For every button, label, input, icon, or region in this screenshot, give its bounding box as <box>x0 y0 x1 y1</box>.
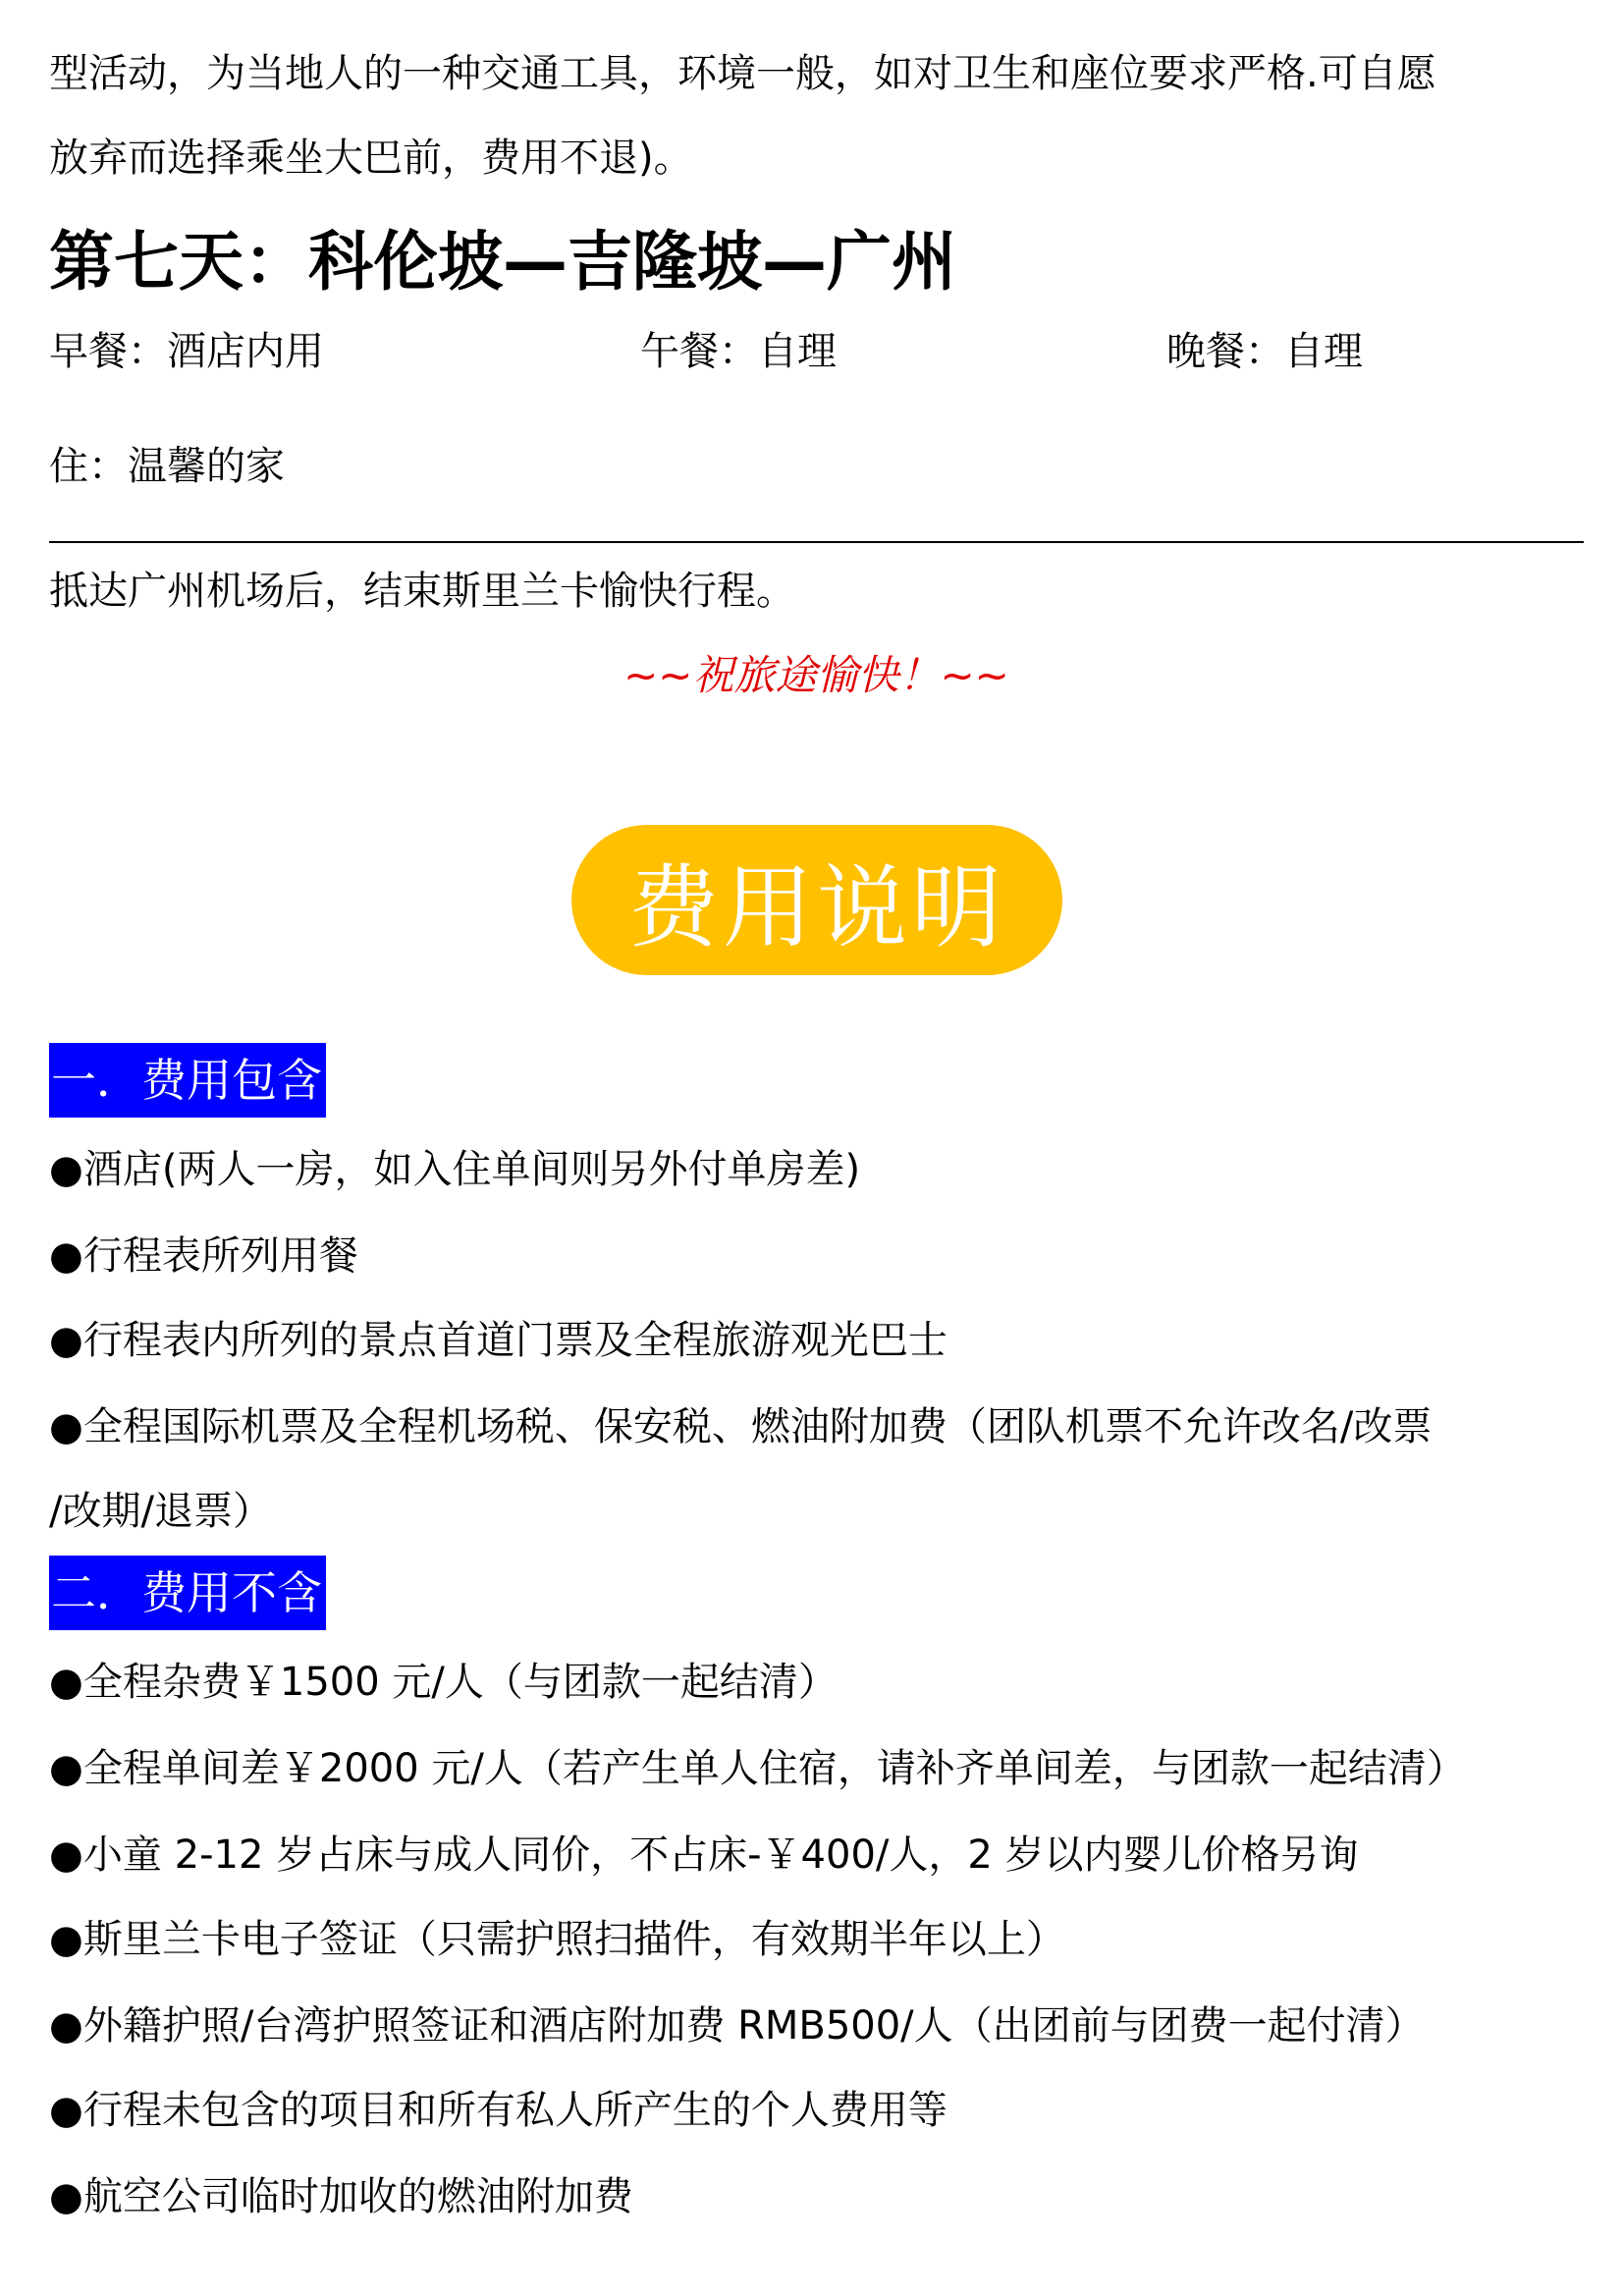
fee-description-banner-label: 费用说明 <box>627 854 1005 960</box>
excluded-item-child-price: ●小童 2-12 岁占床与成人同价，不占床-￥400/人，2 岁以内婴儿价格另询 <box>49 1832 1359 1878</box>
included-item-hotel: ●酒店(两人一房，如入住单间则另外付单房差) <box>49 1147 861 1192</box>
excluded-item-foreign-passport: ●外籍护照/台湾护照签证和酒店附加费 RMB500/人（出团前与团费一起付清） <box>49 2003 1425 2049</box>
intro-line-1: 型活动，为当地人的一种交通工具，环境一般，如对卫生和座位要求严格.可自愿 <box>49 51 1436 96</box>
farewell-wish: ~~祝旅途愉快！~~ <box>623 651 1009 699</box>
breakfast-info: 早餐：酒店内用 <box>49 329 324 374</box>
excluded-item-personal-expenses: ●行程未包含的项目和所有私人所产生的个人费用等 <box>49 2088 947 2133</box>
divider-line <box>49 541 1584 543</box>
excluded-item-evisa: ●斯里兰卡电子签证（只需护照扫描件，有效期半年以上） <box>49 1917 1065 1962</box>
included-item-tickets: ●行程表内所列的景点首道门票及全程旅游观光巴士 <box>49 1318 947 1363</box>
fees-included-heading: 一．费用包含 <box>49 1043 326 1118</box>
fee-description-banner <box>571 825 1062 975</box>
excluded-item-single-supplement: ●全程单间差￥2000 元/人（若产生单人住宿，请补齐单间差，与团款一起结清） <box>49 1746 1466 1791</box>
dinner-info: 晚餐：自理 <box>1166 329 1363 374</box>
lunch-info: 午餐：自理 <box>640 329 837 374</box>
fees-excluded-heading: 二．费用不含 <box>49 1556 326 1630</box>
intro-line-2: 放弃而选择乘坐大巴前，费用不退)。 <box>49 136 693 181</box>
excluded-item-misc-fee: ●全程杂费￥1500 元/人（与团款一起结清） <box>49 1660 838 1705</box>
included-item-meals: ●行程表所列用餐 <box>49 1233 358 1279</box>
included-item-airfare-cont: /改期/退票） <box>49 1489 272 1534</box>
excluded-item-fuel-surcharge: ●航空公司临时加收的燃油附加费 <box>49 2174 633 2219</box>
meal-row <box>49 312 1581 391</box>
arrival-text: 抵达广州机场后，结束斯里兰卡愉快行程。 <box>49 569 795 614</box>
included-item-airfare: ●全程国际机票及全程机场税、保安税、燃油附加费（团队机票不允许改名/改票 <box>49 1404 1433 1449</box>
accommodation-info: 住：温馨的家 <box>49 444 285 489</box>
day7-heading: 第七天：科伦坡—吉隆坡—广州 <box>49 224 956 300</box>
